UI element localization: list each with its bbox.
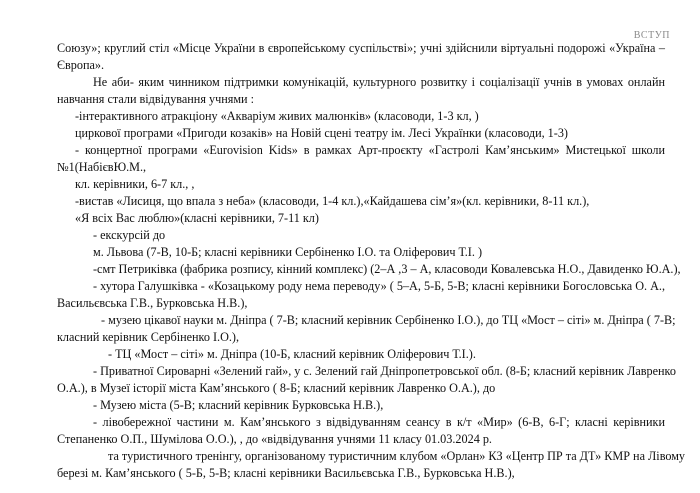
text-line: Європа». (57, 58, 105, 72)
text-line: Не аби- яким чинником підтримки комунікацій, культурного розвитку і соціалізації учнів в умовах онлайн (93, 75, 665, 89)
text-line: - ТЦ «Мост – сіті» м. Дніпра (10-Б, класний керівник Оліферович Т.І.). (108, 347, 476, 361)
text-line: м. Львова (7-В, 10-Б; класні керівники Сербіненко І.О. та Оліферович Т.І. ) (93, 245, 483, 259)
text-line: - музею цікавої науки м. Дніпра ( 7-В; класний керівник Сербіненко І.О.), до ТЦ «Мост – сіті» м. Дніпра ( 7-В; (101, 313, 676, 327)
text-line: О.А.), в Музеї історії міста Кам’янського ( 8-Б; класний керівник Лавренко О.А.), до (57, 381, 496, 395)
text-line: -смт Петриківка (фабрика розпису, кінний комплекс) (2–А ,3 – А, класоводи Ковалевська Н.О., Давиденко Ю.А.), (93, 262, 681, 276)
text-line: №1(НабієвЮ.М., (57, 160, 147, 174)
text-line: - лівобережної частини м. Кам’янського з відвідуванням сеансу в к/т «Мир» (6-В, 6-Г; класні керівники (93, 415, 665, 429)
text-line: циркової програми «Пригоди козаків» на Новій сцені театру ім. Лесі Українки (класоводи, 1-3) (75, 126, 568, 140)
text-line: Васильєвська Г.В., Бурковська Н.В.), (57, 296, 248, 310)
text-line: - хутора Галушківка - «Козацькому роду нема переводу» ( 5–А, 5-Б, 5-В; класні керівники Богословська О. А., (93, 279, 665, 293)
text-line: - концертної програми «Eurovision Kids» в рамках Арт-проєкту «Гастролі Кам’янським» Мистецької школи (75, 143, 665, 157)
text-line: березі м. Кам’янського ( 5-Б, 5-В; класні керівники Васильєвська Г.В., Бурковська Н.В.), (57, 466, 515, 480)
text-line: Степаненко О.П., Шумілова О.О.), , до «відвідування учнями 11 класу 01.03.2024 р. (57, 432, 492, 446)
text-line: -вистав «Лисиця, що впала з неба» (класоводи, 1-4 кл.),«Кайдашева сім’я»(кл. керівники, 8-11 кл.), (75, 194, 590, 208)
text-line: -інтерактивного атракціону «Акваріум живих малюнків» (класоводи, 1-3 кл, ) (75, 109, 479, 123)
text-line: - Музею міста (5-В; класний керівник Бурковська Н.В.), (93, 398, 384, 412)
text-line: класний керівник Сербіненко І.О.), (57, 330, 240, 344)
text-line: кл. керівники, 6-7 кл., , (75, 177, 195, 191)
section-header: ВСТУП (633, 30, 670, 41)
text-line: - екскурсій до (93, 228, 166, 242)
text-line: та туристичного тренінгу, організованому туристичним клубом «Орлан» КЗ «Центр ПР та ДТ» КМР на Лівому (108, 449, 686, 463)
text-line: Союзу»; круглий стіл «Місце України в європейському суспільстві»; учні здійснили віртуальні подорожі «Україна – (57, 41, 665, 55)
text-line: «Я всіх Вас люблю»(класні керівники, 7-11 кл) (75, 211, 319, 225)
text-line: - Приватної Сироварні «Зелений гай», у с. Зелений гай Дніпропетровської обл. (8-Б; класний керівник Лавренко (93, 364, 676, 378)
text-line: навчання стали відвідування учнями : (57, 92, 255, 106)
